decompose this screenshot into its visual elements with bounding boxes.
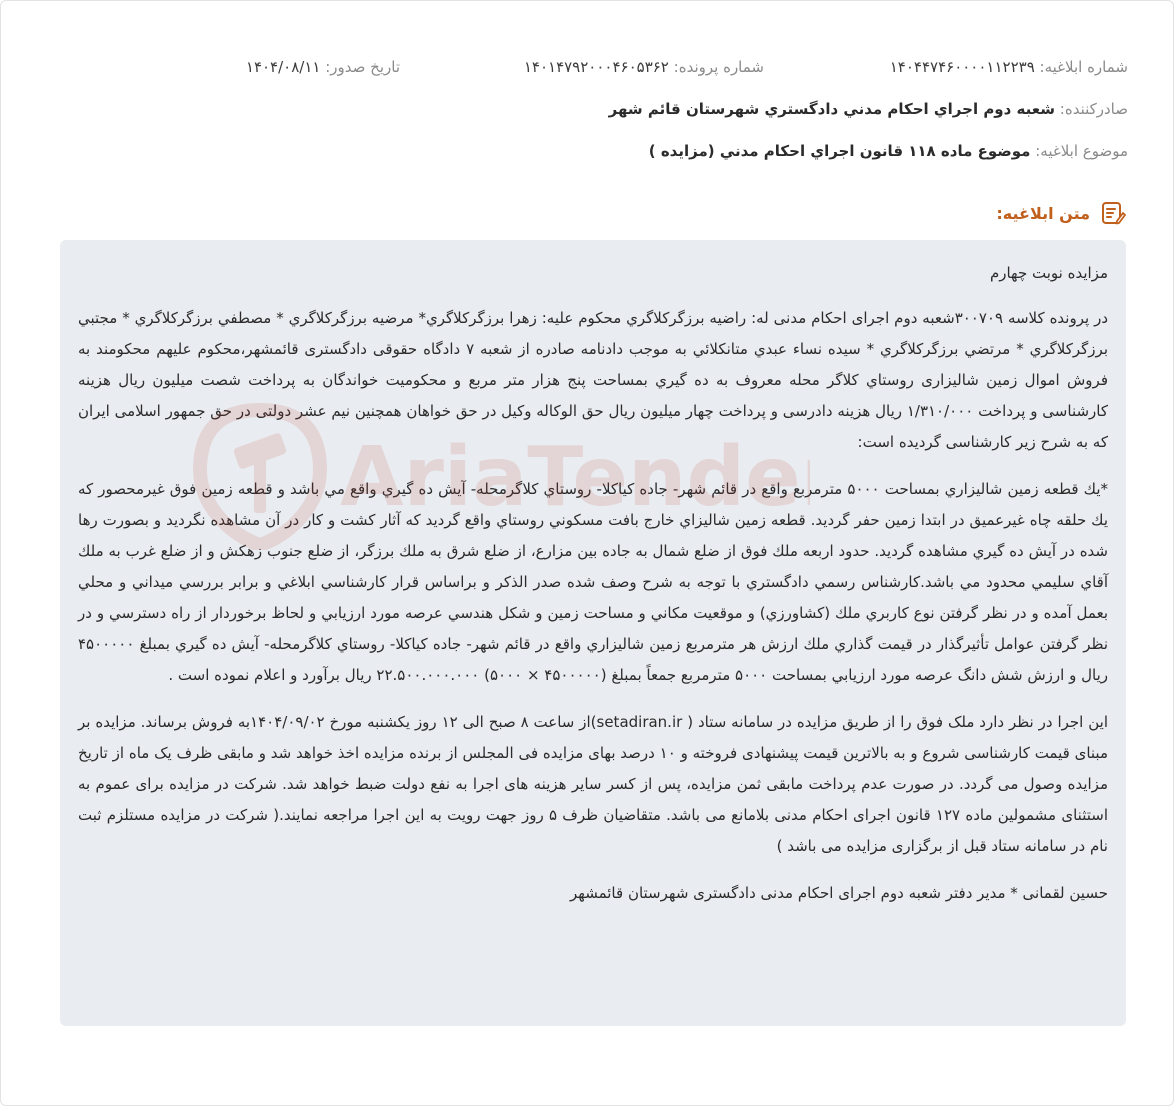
issue-date-label: تاریخ صدور: <box>325 58 400 76</box>
header-meta-row <box>46 58 1128 82</box>
case-number-value: ۱۴۰۱۴۷۹۲۰۰۰۴۶۰۵۳۶۲ <box>523 58 669 76</box>
notice-number-value: ۱۴۰۴۴۷۴۶۰۰۰۰۱۱۲۲۳۹ <box>889 58 1035 76</box>
notice-paragraph-2: *يك قطعه زمين شاليزاري بمساحت ۵۰۰۰ مترمربع واقع در قائم شهر- جاده كياكلا- روستاي كلاگرمحله- آيش ده گيري واقع مي باشد و قطعه زمين فوق غيرمحصور كه يك حلقه چاه غيرعميق در ابتدا زمين حفر گرديد. قطعه زمين شاليزاي خارج بافت مسكوني روستاي واقع گرديد كه آثار كشت و كار در آن مشاهده نگرديد و بصورت رها شده در آيش ده گيري مشاهده گرديد. حدود اربعه ملك فوق از ضلع شمال به جاده بين مزارع، از ضلع شرق به ملك برزگر، از ضلع جنوب زهكش و از ضلع غرب به ملك آقاي سليمي محدود مي باشد.كارشناس رسمي دادگستري با توجه به شرح وصف شده صدر الذكر و براساس قرار كارشناسي ابلاغي و برابر بررسي ميداني و محلي بعمل آمده و در نظر گرفتن نوع كاربري ملك (كشاورزي) و موقعيت مكاني و مساحت زمين و شكل هندسي عرصه مورد ارزيابي و لحاظ برخوردار از راه دسترسي و در نظر گرفتن عوامل تأثيرگذار در قيمت گذاري ملك ارزش هر مترمربع زمين شاليزاري واقع در قائم شهر- جاده كياكلا- روستاي كلاگرمحله- آيش ده گيري بمبلغ ۴۵۰۰۰۰۰ ريال و ارزش شش دانگ عرصه مورد ارزيابي بمساحت ۵۰۰۰ مترمربع جمعاً بمبلغ (۴۵۰۰۰۰۰ × ۵۰۰۰) ۲۲.۵۰۰.۰۰۰.۰۰۰ ريال برآورد و اعلام نموده است . <box>78 480 1108 684</box>
subject-row <box>649 142 1128 160</box>
case-number-label: شماره پرونده: <box>673 58 764 76</box>
notice-content <box>60 240 1126 1026</box>
section-title <box>996 200 1126 226</box>
issue-date-value: ۱۴۰۴/۰۸/۱۱ <box>245 58 321 76</box>
notice-paragraph-3: این اجرا در نظر دارد ملک فوق را از طریق مزایده در سامانه ستاد ( setadiran.ir)از ساعت ۸ صبح الی ۱۲ روز یکشنبه مورخ ۱۴۰۴/۰۹/۰۲به فروش برساند. مزایده بر مبنای قیمت کارشناسی شروع و به بالاترین قیمت پیشنهادی فروخته و ۱۰ درصد بهای مزایده فی المجلس از برنده مزایده اخذ خواهد شد و مابقی ظرف یک ماه از تاریخ مزایده وصول می گردد. در صورت عدم پرداخت مابقی ثمن مزایده، پس از کسر سایر هزینه های اجرا به نفع دولت ضبط خواهد شد. شرکت در مزایده برای عموم به استثنای مشمولین ماده ۱۲۷ قانون اجرای احکام مدنی بلامانع می باشد. متقاضیان ظرف ۵ روز جهت رویت به این اجرا مراجعه نمایند.( شرکت در مزایده مستلزم ثبت نام در سامانه ستاد قبل از برگزاری مزایده می باشد ) <box>78 713 1108 855</box>
issuer-row <box>609 100 1128 118</box>
document-edit-icon <box>1100 200 1126 226</box>
issuer-value: شعبه دوم اجراي احكام مدني دادگستري شهرستان قائم شهر <box>608 100 1055 118</box>
issuer-label: صادرکننده: <box>1059 100 1128 118</box>
issue-date <box>246 58 400 76</box>
case-number <box>524 58 764 76</box>
section-title-text: متن ابلاغیه: <box>996 203 1090 223</box>
notice-signature: حسین لقمانی * مدیر دفتر شعبه دوم اجرای احکام مدنی دادگستری شهرستان قائمشهر <box>570 884 1108 902</box>
notice-heading: مزایده نوبت چهارم <box>989 264 1108 282</box>
subject-label: موضوع ابلاغیه: <box>1035 142 1128 160</box>
notice-number <box>890 58 1128 76</box>
notice-number-label: شماره ابلاغیه: <box>1039 58 1128 76</box>
subject-value: موضوع ماده ۱۱۸ قانون اجراي احكام مدني (مزايده ) <box>648 142 1031 160</box>
notice-paragraph-1: در پرونده كلاسه ۳۰۰۷۰۹شعبه دوم اجرای احکام مدنی له: راضيه برزگركلاگري محكوم عليه: زهرا برزگركلاگري* مرضيه برزگركلاگري * مصطفي برزگركلاگري * مجتبي برزگركلاگري * مرتضي برزگركلاگري * سيده نساء عبدي متانكلائي به موجب دادنامه صادره از شعبه ۷ دادگاه حقوقی دادگستری قائمشهر،محکوم علیهم محکومند به فروش اموال زمین شالیزاری روستاي كلاگر محله معروف به ده گيري بمساحت پنج هزار متر مربع و محکومیت خواندگان به پرداخت شصت میلیون ریال هزینه کارشناسی و پرداخت ۱/۳۱۰/۰۰۰ ریال هزینه دادرسی و پرداخت چهار میلیون ریال حق الوکاله وکیل در حق خواهان همچنین نیم عشر دولتی در حق جمهور اسلامی ایران که به شرح زیر کارشناسی گردیده است: <box>78 309 1109 451</box>
